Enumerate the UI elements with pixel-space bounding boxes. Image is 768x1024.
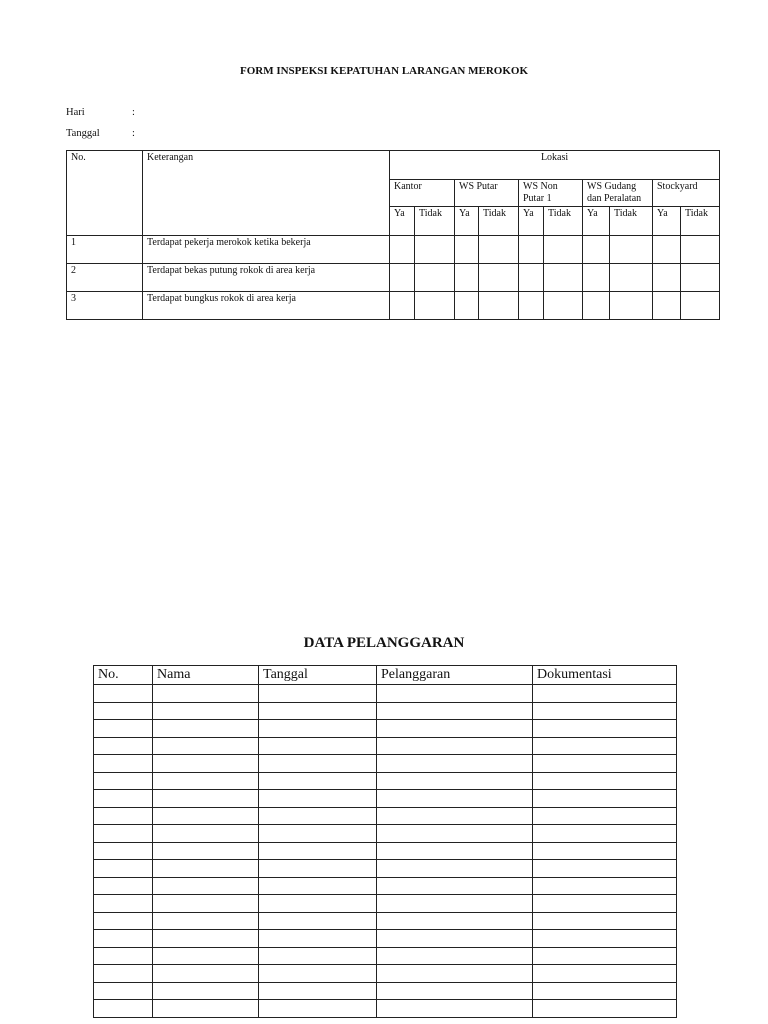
tidak-header: Tidak [681, 207, 720, 236]
field-separator: : [132, 107, 135, 118]
header-no: No. [94, 666, 153, 685]
empty-cell[interactable] [153, 790, 259, 808]
empty-cell[interactable] [94, 790, 153, 808]
table-row [94, 947, 677, 965]
empty-cell[interactable] [259, 965, 377, 983]
tidak-header: Tidak [610, 207, 653, 236]
table-row [94, 702, 677, 720]
empty-cell[interactable] [153, 772, 259, 790]
row-keterangan: Terdapat pekerja merokok ketika bekerja [143, 236, 390, 264]
form-title: FORM INSPEKSI KEPATUHAN LARANGAN MEROKOK [239, 65, 529, 77]
ya-header: Ya [583, 207, 610, 236]
empty-cell[interactable] [94, 895, 153, 913]
empty-cell[interactable] [153, 807, 259, 825]
empty-cell[interactable] [377, 685, 533, 703]
empty-cell[interactable] [533, 755, 677, 773]
check-cell[interactable] [479, 292, 519, 320]
check-cell[interactable] [415, 236, 455, 264]
empty-cell[interactable] [533, 842, 677, 860]
empty-cell[interactable] [377, 982, 533, 1000]
empty-cell[interactable] [377, 912, 533, 930]
table-row [94, 930, 677, 948]
empty-cell[interactable] [259, 755, 377, 773]
header-nama: Nama [153, 666, 259, 685]
empty-cell[interactable] [94, 720, 153, 738]
header-keterangan: Keterangan [143, 151, 390, 236]
empty-cell[interactable] [153, 930, 259, 948]
header-tanggal: Tanggal [259, 666, 377, 685]
empty-cell[interactable] [259, 772, 377, 790]
field-label: Hari [66, 107, 85, 118]
check-cell[interactable] [415, 292, 455, 320]
empty-cell[interactable] [533, 702, 677, 720]
empty-cell[interactable] [377, 895, 533, 913]
empty-cell[interactable] [533, 825, 677, 843]
table-row [94, 1000, 677, 1018]
empty-cell[interactable] [153, 912, 259, 930]
check-cell[interactable] [455, 236, 479, 264]
empty-cell[interactable] [153, 982, 259, 1000]
check-cell[interactable] [390, 236, 415, 264]
check-cell[interactable] [415, 264, 455, 292]
location-ws-gudang: WS Gudang dan Peralatan [583, 180, 653, 207]
empty-cell[interactable] [259, 877, 377, 895]
empty-cell[interactable] [153, 860, 259, 878]
empty-cell[interactable] [377, 860, 533, 878]
empty-cell[interactable] [377, 807, 533, 825]
empty-cell[interactable] [153, 965, 259, 983]
pelanggaran-table [93, 665, 677, 1018]
empty-cell[interactable] [94, 825, 153, 843]
empty-cell[interactable] [153, 737, 259, 755]
empty-cell[interactable] [533, 982, 677, 1000]
table-row [94, 685, 677, 703]
empty-cell[interactable] [153, 1000, 259, 1018]
ya-header: Ya [455, 207, 479, 236]
table-row [94, 720, 677, 738]
table-row [94, 982, 677, 1000]
empty-cell[interactable] [94, 685, 153, 703]
check-cell[interactable] [681, 292, 720, 320]
empty-cell[interactable] [259, 1000, 377, 1018]
empty-cell[interactable] [153, 842, 259, 860]
empty-cell[interactable] [259, 912, 377, 930]
check-cell[interactable] [390, 292, 415, 320]
empty-cell[interactable] [533, 965, 677, 983]
table-row [94, 895, 677, 913]
empty-cell[interactable] [533, 790, 677, 808]
empty-cell[interactable] [533, 685, 677, 703]
row-no: 1 [67, 236, 143, 264]
check-cell[interactable] [519, 292, 544, 320]
table-row [67, 292, 720, 320]
empty-cell[interactable] [259, 790, 377, 808]
empty-cell[interactable] [94, 1000, 153, 1018]
location-kantor: Kantor [390, 180, 455, 207]
table-row [94, 965, 677, 983]
empty-cell[interactable] [533, 1000, 677, 1018]
empty-cell[interactable] [259, 737, 377, 755]
empty-cell[interactable] [377, 755, 533, 773]
empty-cell[interactable] [94, 772, 153, 790]
empty-cell[interactable] [377, 790, 533, 808]
empty-cell[interactable] [94, 982, 153, 1000]
empty-cell[interactable] [153, 947, 259, 965]
inspection-table [66, 150, 720, 320]
empty-cell[interactable] [94, 807, 153, 825]
empty-cell[interactable] [94, 930, 153, 948]
empty-cell[interactable] [94, 702, 153, 720]
tidak-header: Tidak [415, 207, 455, 236]
table-row [67, 264, 720, 292]
check-cell[interactable] [610, 292, 653, 320]
table-row [94, 825, 677, 843]
empty-cell[interactable] [259, 930, 377, 948]
table-row [94, 877, 677, 895]
data-pelanggaran-title: DATA PELANGGARAN [303, 635, 465, 651]
empty-cell[interactable] [533, 877, 677, 895]
check-cell[interactable] [390, 264, 415, 292]
check-cell[interactable] [583, 292, 610, 320]
tidak-header: Tidak [544, 207, 583, 236]
empty-cell[interactable] [377, 737, 533, 755]
table-row [94, 755, 677, 773]
header-dokumentasi: Dokumentasi [533, 666, 677, 685]
check-cell[interactable] [681, 264, 720, 292]
empty-cell[interactable] [533, 930, 677, 948]
empty-cell[interactable] [259, 685, 377, 703]
empty-cell[interactable] [153, 825, 259, 843]
check-cell[interactable] [681, 236, 720, 264]
location-ws-non-putar: WS Non Putar 1 [519, 180, 583, 207]
empty-cell[interactable] [533, 860, 677, 878]
tidak-header: Tidak [479, 207, 519, 236]
check-cell[interactable] [519, 236, 544, 264]
empty-cell[interactable] [259, 947, 377, 965]
table-row [94, 790, 677, 808]
empty-cell[interactable] [153, 685, 259, 703]
empty-cell[interactable] [377, 772, 533, 790]
check-cell[interactable] [583, 264, 610, 292]
empty-cell[interactable] [259, 702, 377, 720]
empty-cell[interactable] [259, 860, 377, 878]
row-keterangan: Terdapat bekas putung rokok di area kerja [143, 264, 390, 292]
empty-cell[interactable] [153, 702, 259, 720]
check-cell[interactable] [455, 264, 479, 292]
table-row [94, 772, 677, 790]
empty-cell[interactable] [259, 720, 377, 738]
empty-cell[interactable] [533, 912, 677, 930]
empty-cell[interactable] [377, 947, 533, 965]
table-row [94, 807, 677, 825]
empty-cell[interactable] [94, 965, 153, 983]
table-row [94, 860, 677, 878]
empty-cell[interactable] [533, 807, 677, 825]
location-stockyard: Stockyard [653, 180, 720, 207]
empty-cell[interactable] [259, 807, 377, 825]
empty-cell[interactable] [259, 895, 377, 913]
check-cell[interactable] [653, 236, 681, 264]
header-pelanggaran: Pelanggaran [377, 666, 533, 685]
ya-header: Ya [519, 207, 544, 236]
empty-cell[interactable] [377, 1000, 533, 1018]
field-separator: : [132, 128, 135, 139]
header-lokasi: Lokasi [390, 151, 720, 180]
empty-cell[interactable] [533, 895, 677, 913]
check-cell[interactable] [544, 264, 583, 292]
row-no: 3 [67, 292, 143, 320]
ya-header: Ya [390, 207, 415, 236]
empty-cell[interactable] [533, 720, 677, 738]
table-row [67, 236, 720, 264]
empty-cell[interactable] [377, 930, 533, 948]
check-cell[interactable] [583, 236, 610, 264]
empty-cell[interactable] [377, 825, 533, 843]
check-cell[interactable] [455, 292, 479, 320]
empty-cell[interactable] [94, 860, 153, 878]
empty-cell[interactable] [94, 737, 153, 755]
empty-cell[interactable] [259, 825, 377, 843]
row-keterangan: Terdapat bungkus rokok di area kerja [143, 292, 390, 320]
table-row [94, 737, 677, 755]
field-label: Tanggal [66, 128, 100, 139]
field-tanggal [66, 128, 135, 139]
pelanggaran-header-row [94, 666, 677, 685]
check-cell[interactable] [479, 236, 519, 264]
empty-cell[interactable] [94, 912, 153, 930]
empty-cell[interactable] [533, 772, 677, 790]
empty-cell[interactable] [377, 965, 533, 983]
empty-cell[interactable] [153, 895, 259, 913]
ya-header: Ya [653, 207, 681, 236]
check-cell[interactable] [653, 292, 681, 320]
empty-cell[interactable] [377, 842, 533, 860]
empty-cell[interactable] [259, 982, 377, 1000]
check-cell[interactable] [479, 264, 519, 292]
empty-cell[interactable] [94, 947, 153, 965]
row-no: 2 [67, 264, 143, 292]
table-row [94, 842, 677, 860]
empty-cell[interactable] [153, 720, 259, 738]
location-ws-putar: WS Putar [455, 180, 519, 207]
header-no: No. [67, 151, 143, 236]
empty-cell[interactable] [94, 877, 153, 895]
check-cell[interactable] [519, 264, 544, 292]
empty-cell[interactable] [533, 737, 677, 755]
table-row [94, 912, 677, 930]
field-hari [66, 107, 135, 118]
empty-cell[interactable] [533, 947, 677, 965]
check-cell[interactable] [653, 264, 681, 292]
empty-cell[interactable] [377, 720, 533, 738]
check-cell[interactable] [544, 236, 583, 264]
check-cell[interactable] [610, 236, 653, 264]
empty-cell[interactable] [377, 702, 533, 720]
empty-cell[interactable] [259, 842, 377, 860]
empty-cell[interactable] [377, 877, 533, 895]
check-cell[interactable] [544, 292, 583, 320]
empty-cell[interactable] [153, 877, 259, 895]
empty-cell[interactable] [94, 842, 153, 860]
empty-cell[interactable] [153, 755, 259, 773]
check-cell[interactable] [610, 264, 653, 292]
empty-cell[interactable] [94, 755, 153, 773]
